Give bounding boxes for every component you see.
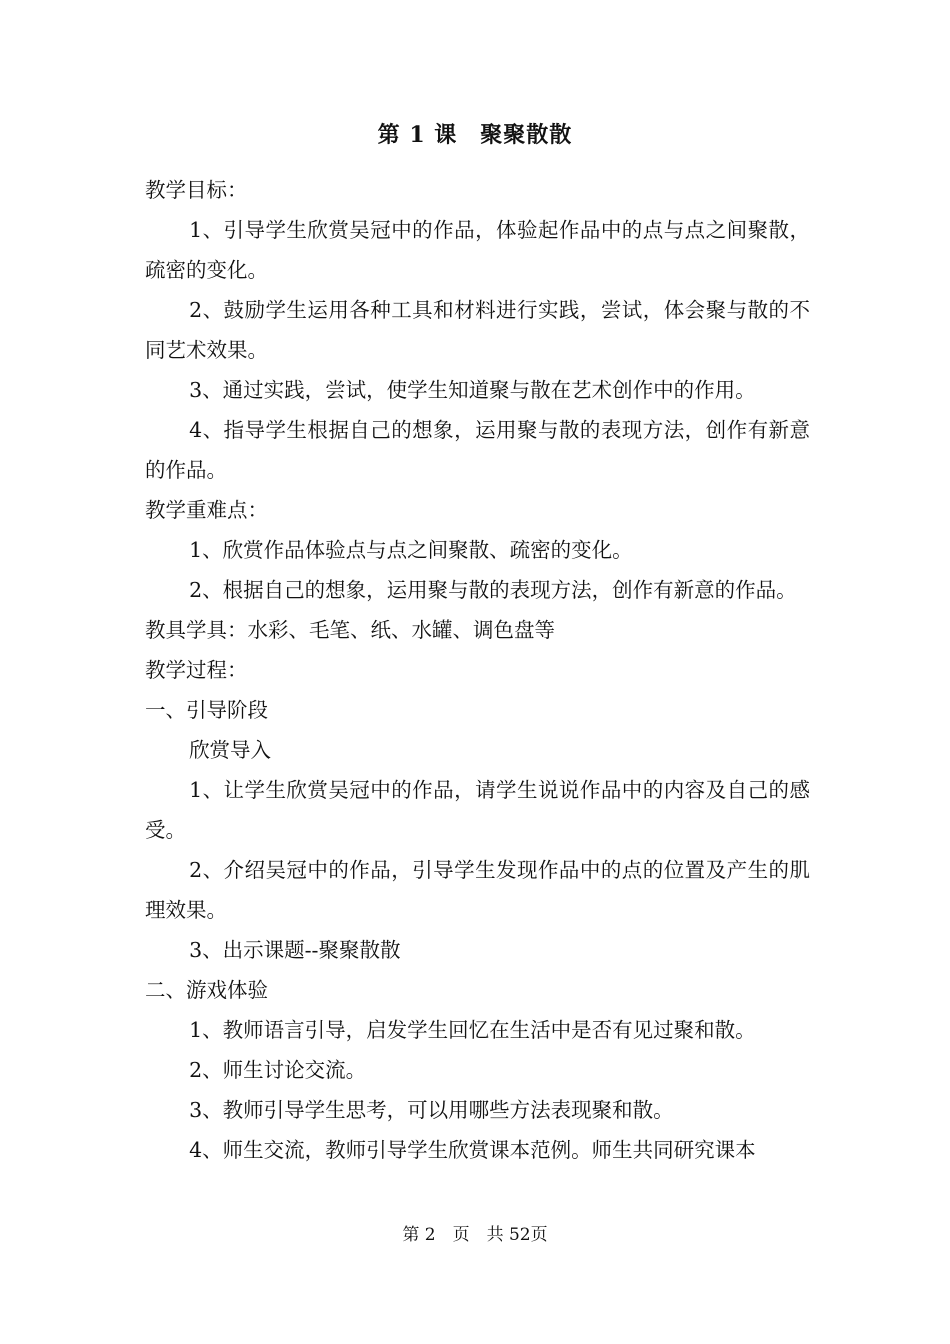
- paragraph: 教学过程：: [145, 658, 248, 682]
- paragraph: 2、根据自己的想象，运用聚与散的表现方法，创作有新意的作品。: [189, 578, 797, 602]
- paragraph: 教具学具：水彩、毛笔、纸、水罐、调色盘等: [145, 618, 555, 642]
- paragraph: 4、指导学生根据自己的想象，运用聚与散的表现方法，创作有新意的作品。: [145, 418, 810, 482]
- paragraph: 2、师生讨论交流。: [189, 1058, 367, 1082]
- page-footer: 第 2 页 共 52页: [402, 1225, 548, 1245]
- paragraph: 2、介绍吴冠中的作品，引导学生发现作品中的点的位置及产生的肌理效果。: [145, 858, 810, 922]
- section-heading: 一、引导阶段: [145, 698, 268, 722]
- paragraph: 教学目标：: [145, 178, 248, 202]
- paragraph: 教学重难点：: [145, 498, 268, 522]
- paragraph: 1、欣赏作品体验点与点之间聚散、疏密的变化。: [189, 538, 633, 562]
- paragraph: 1、让学生欣赏吴冠中的作品，请学生说说作品中的内容及自己的感受。: [145, 778, 810, 842]
- paragraph: 4、师生交流，教师引导学生欣赏课本范例。师生共同研究课本: [189, 1138, 756, 1162]
- page-title: 第 1 课 聚聚散散: [377, 122, 573, 148]
- section-heading: 二、游戏体验: [145, 978, 268, 1002]
- paragraph: 3、教师引导学生思考，可以用哪些方法表现聚和散。: [189, 1098, 674, 1122]
- paragraph: 1、引导学生欣赏吴冠中的作品，体验起作品中的点与点之间聚散，疏密的变化。: [145, 218, 810, 282]
- paragraph: 3、出示课题--聚聚散散: [189, 938, 401, 962]
- paragraph: 欣赏导入: [189, 738, 272, 762]
- paragraph: 1、教师语言引导，启发学生回忆在生活中是否有见过聚和散。: [189, 1018, 756, 1042]
- paragraph: 3、通过实践，尝试，使学生知道聚与散在艺术创作中的作用。: [189, 378, 756, 402]
- paragraph: 2、鼓励学生运用各种工具和材料进行实践，尝试，体会聚与散的不同艺术效果。: [145, 298, 810, 362]
- document-body: [145, 170, 810, 1170]
